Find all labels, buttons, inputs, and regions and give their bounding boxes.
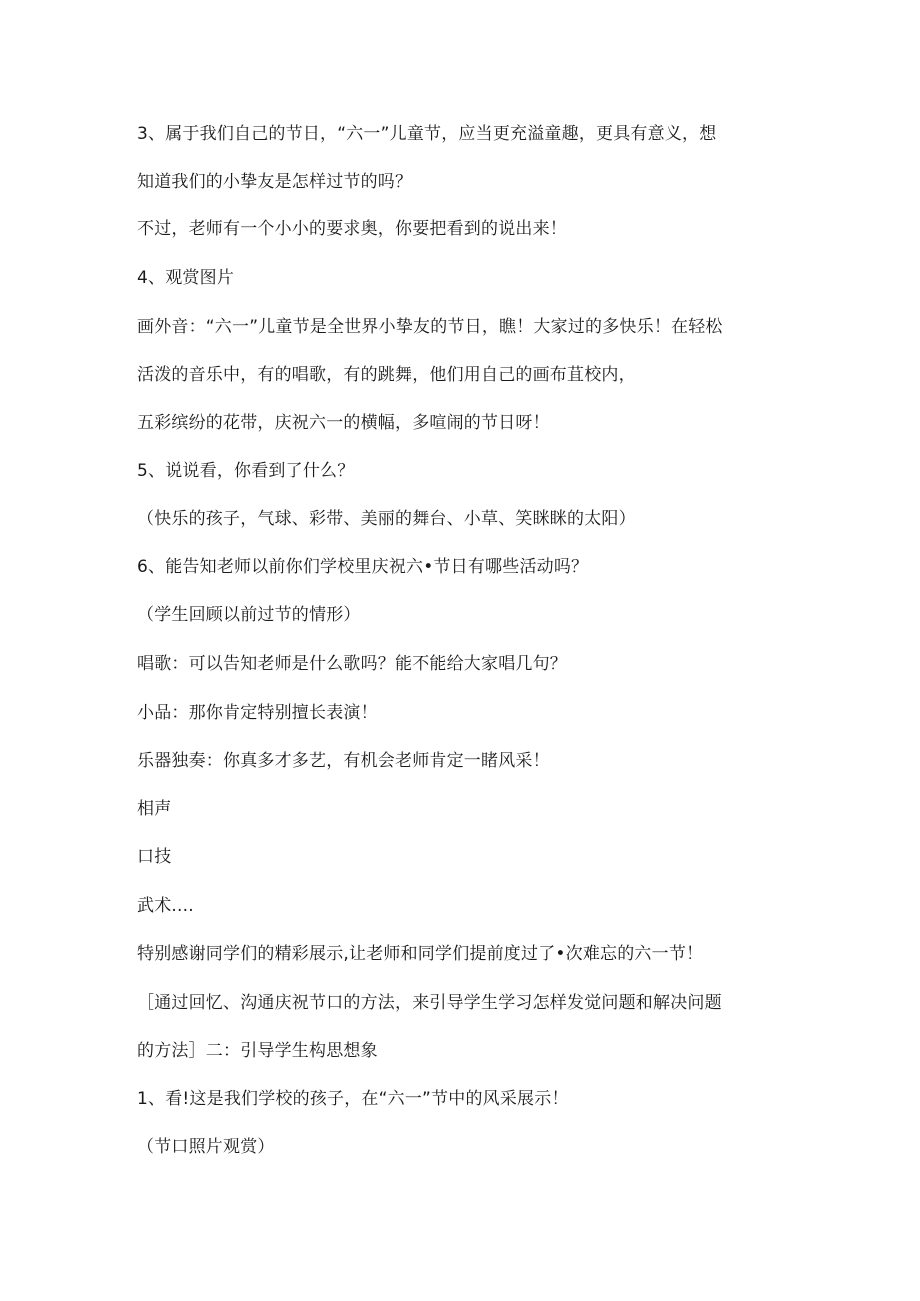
section-heading: 6、能告知老师以前你们学校里庆祝六•节日有哪些活动吗？ bbox=[137, 557, 589, 577]
text-line: 知道我们的小挚友是怎样过节的吗？ bbox=[137, 172, 413, 192]
section-heading: 4、观赏图片 bbox=[137, 268, 235, 288]
text-line: 3、属于我们自己的节日，“六一”儿童节，应当更充溢童趣，更具有意义，想 bbox=[137, 124, 717, 144]
text-line: 武术.... bbox=[137, 896, 194, 916]
text-line: 的方法］二：引导学生构思想象 bbox=[137, 1041, 378, 1061]
text-line: 五彩缤纷的花带，庆祝六一的横幅，多喧闹的节日呀！ bbox=[137, 413, 550, 433]
text-line: 特别感谢同学们的精彩展示,让老师和同学们提前度过了•次难忘的六一节！ bbox=[137, 944, 704, 964]
text-line: ［通过回忆、沟通庆祝节口的方法，来引导学生学习怎样发觉问题和解决问题 bbox=[137, 993, 722, 1013]
text-line: 不过，老师有一个小小的要求奥，你要把看到的说出来！ bbox=[137, 219, 567, 239]
text-line: 活泼的音乐中，有的唱歌，有的跳舞，他们用自己的画布苴校内， bbox=[137, 365, 636, 385]
section-heading: 1、看!这是我们学校的孩子，在“六一”节中的风采展示！ bbox=[137, 1089, 569, 1109]
text-line: 画外音：“六一”儿童节是全世界小挚友的节日，瞧！大家过的多快乐！在轻松 bbox=[137, 317, 723, 337]
text-line: 唱歌：可以告知老师是什么歌吗？能不能给大家唱几句？ bbox=[137, 654, 567, 674]
text-line: 小品：那你肯定特别擅长表演！ bbox=[137, 703, 378, 723]
text-line: （学生回顾以前过节的情形） bbox=[137, 605, 361, 625]
text-line: （节口照片观赏） bbox=[137, 1137, 275, 1157]
text-line: 乐器独奏：你真多才多艺，有机会老师肯定一睹风采！ bbox=[137, 751, 550, 771]
text-line: 相声 bbox=[137, 799, 172, 819]
text-line: 口技 bbox=[137, 847, 172, 867]
text-line: （快乐的孩子，气球、彩带、美丽的舞台、小草、笑眯眯的太阳） bbox=[137, 509, 636, 529]
section-heading: 5、说说看，你看到了什么？ bbox=[137, 461, 355, 481]
